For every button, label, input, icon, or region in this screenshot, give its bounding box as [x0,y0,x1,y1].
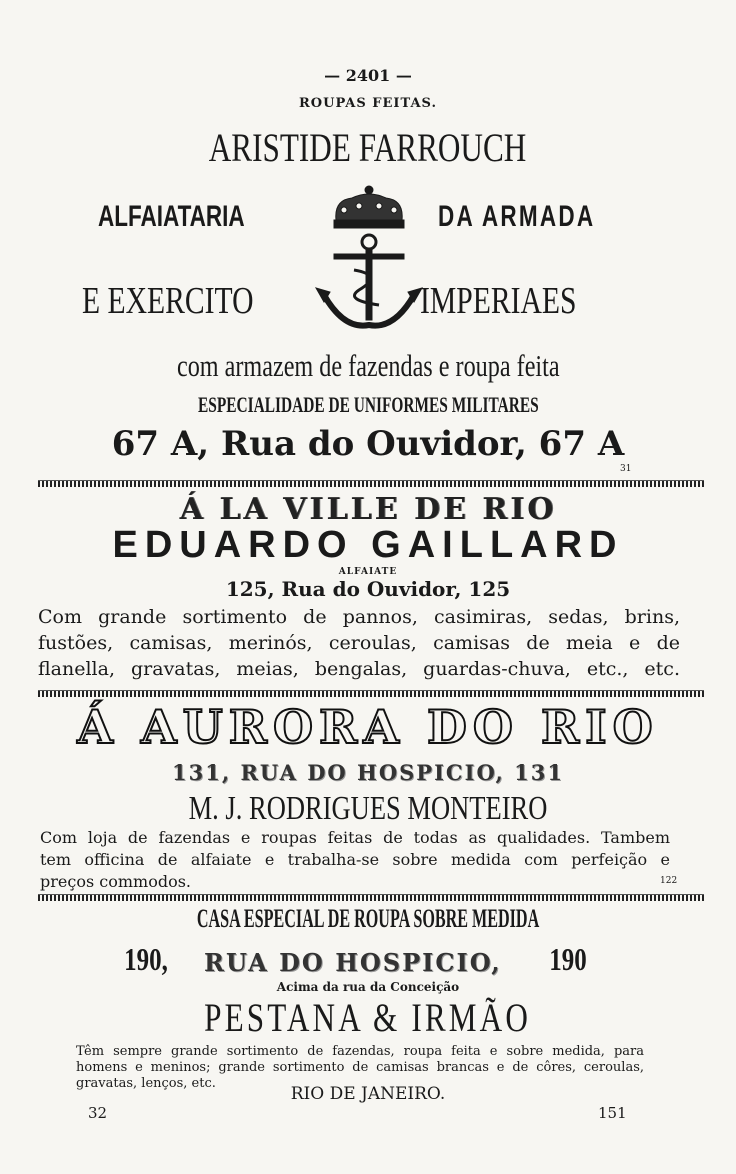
ad1-right2: IMPERIAES [420,280,577,322]
ad4-text3: gravatas, lenços, etc. [76,1076,216,1091]
ad1-line1: com armazem de fazendas e roupa feita [176,348,560,383]
divider-3 [38,894,704,901]
crown-anchor-emblem [304,180,434,340]
ad4-city: RIO DE JANEIRO. [290,1084,446,1104]
page-number: — 2401 — [324,66,412,85]
ad4-name: PESTANA & IRMÃO [204,995,532,1040]
ad3-title: Á AURORA DO RIO [77,700,659,754]
ad3-text2: tem officina de alfaiate e trabalha-se sobre medida com perfeição e [40,850,670,869]
ad4-num-left: 190, [124,941,168,977]
ad4-text2: homens e meninos; grande sortimento de camisas brancas e de côres, ceroulas, [76,1060,644,1075]
ad4-title: CASA ESPECIAL DE ROUPA SOBRE MEDIDA [196,904,540,933]
ad2-address: 125, Rua do Ouvidor, 125 [225,577,511,601]
ad2-text2: fustões, camisas, merinós, ceroulas, camisas de meia e de [38,632,680,654]
ad4-street: RUA DO HOSPICIO, [204,948,502,977]
footer-left: 32 [88,1104,108,1122]
divider-2 [38,690,704,697]
ad1-line2: ESPECIALIDADE DE UNIFORMES MILITARES [197,392,539,417]
ad2-trade: ALFAIATE [338,567,398,577]
ad3-name: M. J. RODRIGUES MONTEIRO [188,790,548,827]
ad3-text3: preços commodos. [40,872,191,891]
ad1-name: ARISTIDE FARROUCH [209,125,527,170]
ad2-text1: Com grande sortimento de pannos, casimiras, sedas, brins, [38,606,680,628]
ad3-address: 131, RUA DO HOSPICIO, 131 [172,760,564,785]
ad1-right1: DA ARMADA [438,200,596,233]
ad1-left1: ALFAIATARIA [98,200,245,233]
section-title: ROUPAS FEITAS. [298,96,437,111]
divider-1 [38,480,704,487]
ad2-title: Á LA VILLE DE RIO [179,492,557,527]
ad3-ref: 122 [660,876,678,886]
ad2-name: EDUARDO GAILLARD [112,524,624,566]
ad4-sub: Acima da rua da Conceição [276,980,460,994]
footer-right: 151 [598,1104,627,1122]
ad1-ref: 31 [620,464,632,474]
ad4-num-right: 190 [549,941,587,977]
ad2-text3: flanella, gravatas, meias, bengalas, guardas-chuva, etc., etc. [38,658,680,680]
ad3-text1: Com loja de fazendas e roupas feitas de todas as qualidades. Tambem [40,828,670,847]
ad4-text1: Têm sempre grande sortimento de fazendas, roupa feita e sobre medida, para [76,1044,644,1059]
ad1-address: 67 A, Rua do Ouvidor, 67 A [111,424,625,464]
ad1-left2: E EXERCITO [82,280,254,322]
